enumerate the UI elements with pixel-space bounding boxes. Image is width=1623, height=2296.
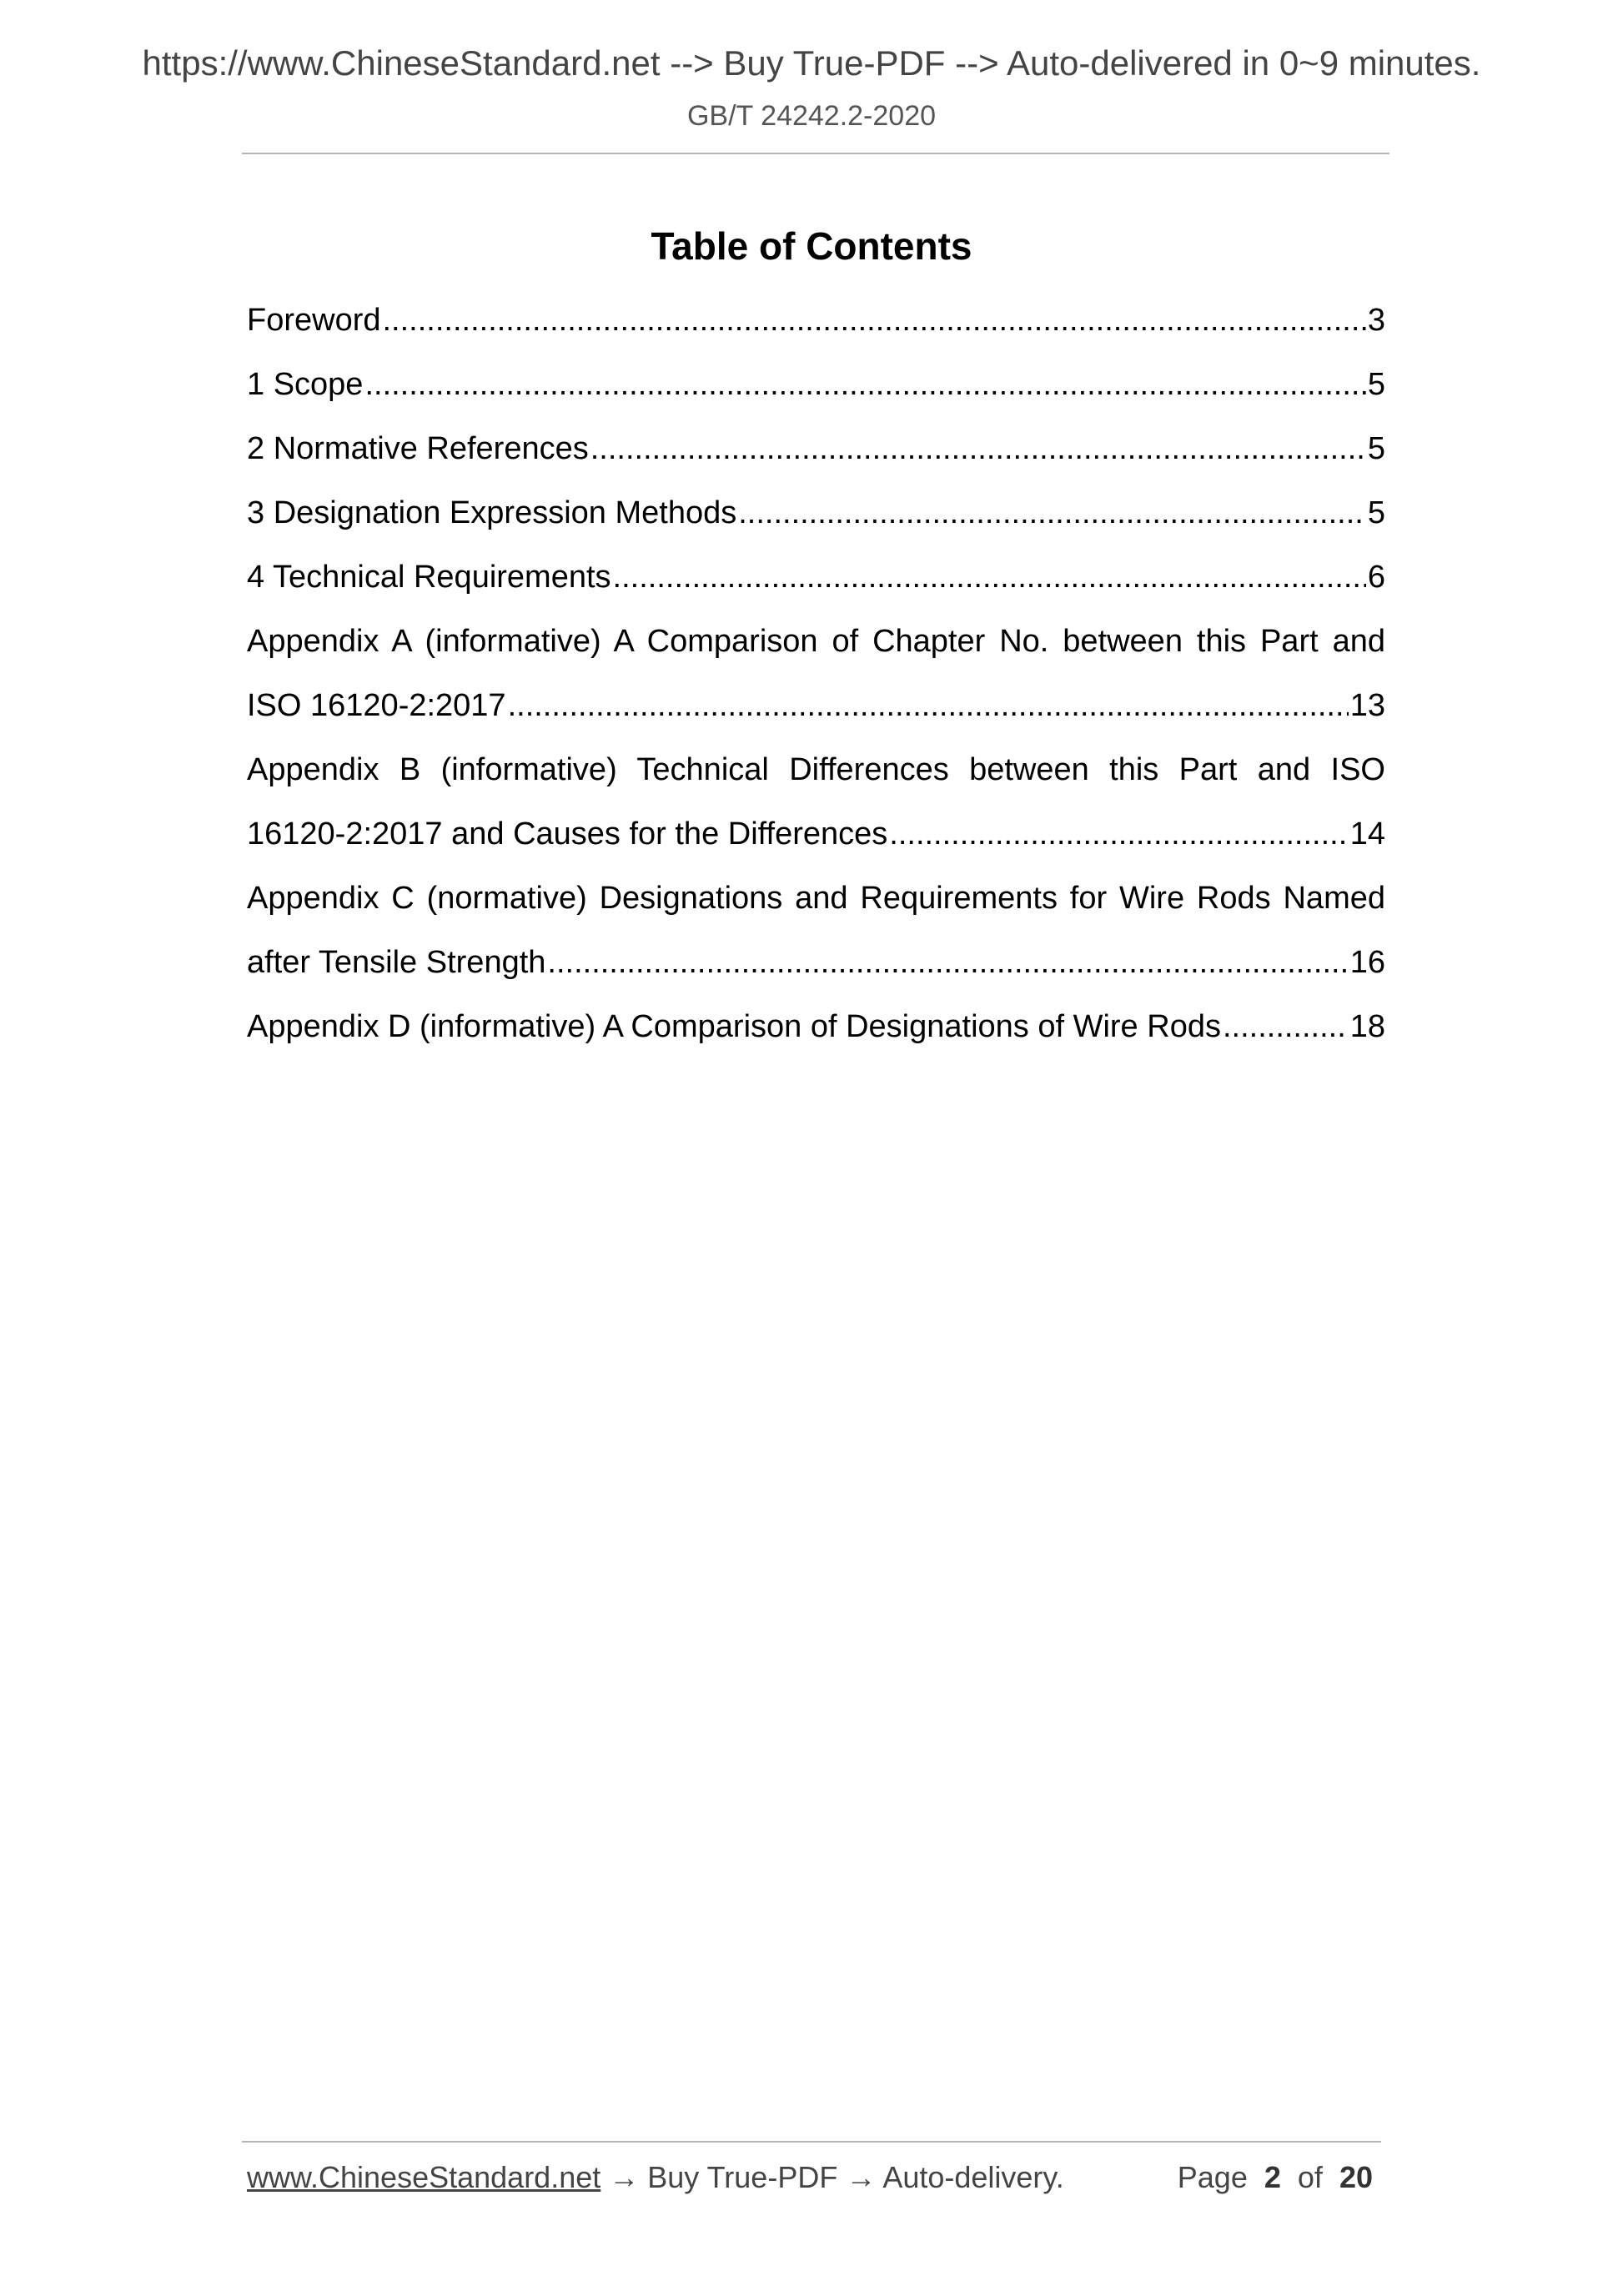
page-of: of xyxy=(1297,2160,1323,2194)
toc-leader-dots xyxy=(1223,995,1349,1059)
toc-leader-dots xyxy=(508,674,1349,738)
page-indicator xyxy=(1178,2160,1373,2195)
page-total: 20 xyxy=(1339,2160,1373,2194)
toc-entry-text: after Tensile Strength xyxy=(247,945,546,980)
toc-entry-appendix-a[interactable] xyxy=(247,610,1385,738)
toc-entry-text: 2 Normative References xyxy=(247,431,589,466)
page-label: Page xyxy=(1177,2160,1248,2194)
toc-page-number: 14 xyxy=(1349,816,1385,852)
document-code: GB/T 24242.2-2020 xyxy=(686,100,937,132)
toc-leader-dots xyxy=(383,289,1366,353)
toc-page-number: 6 xyxy=(1367,560,1385,595)
toc-entry-appendix-c[interactable] xyxy=(247,867,1385,995)
toc-entry-normative-references[interactable] xyxy=(247,417,1385,481)
toc-page-number: 5 xyxy=(1367,367,1385,402)
toc-entry-text-line1: Appendix B (informative) Technical Differences between this Part and ISO xyxy=(247,752,1385,787)
toc-entry-text: ISO 16120-2:2017 xyxy=(247,688,506,723)
toc-entry-scope[interactable] xyxy=(247,353,1385,417)
footer-divider xyxy=(242,2141,1381,2143)
toc-leader-dots xyxy=(738,481,1366,545)
toc-entry-text: 16120-2:2017 and Causes for the Differences xyxy=(247,816,888,852)
toc-entry-text: 3 Designation Expression Methods xyxy=(247,495,737,530)
toc-entry-text-line1: Appendix A (informative) A Comparison of Chapter No. between this Part and xyxy=(247,624,1385,659)
toc-entry-text: Foreword xyxy=(247,303,381,338)
page-footer xyxy=(247,2160,1381,2195)
toc-page-number: 18 xyxy=(1349,1009,1385,1044)
footer-tagline: → Buy True-PDF → Auto-delivery. xyxy=(600,2160,1064,2194)
toc-leader-dots xyxy=(613,545,1366,610)
toc-entry-appendix-d[interactable] xyxy=(247,995,1385,1059)
toc-leader-dots xyxy=(364,353,1365,417)
toc-entry-text: 4 Technical Requirements xyxy=(247,560,611,595)
toc-page-number: 5 xyxy=(1367,495,1385,530)
toc-title: Table of Contents xyxy=(651,224,972,268)
toc-entry-foreword[interactable] xyxy=(247,289,1385,353)
toc-entry-appendix-b[interactable] xyxy=(247,738,1385,867)
toc-leader-dots xyxy=(889,802,1348,867)
toc-entry-technical-requirements[interactable] xyxy=(247,545,1385,610)
toc-entry-designation-expression-methods[interactable] xyxy=(247,481,1385,545)
toc-page-number: 3 xyxy=(1367,303,1385,338)
toc-page-number: 13 xyxy=(1349,688,1385,723)
page-current: 2 xyxy=(1264,2160,1281,2194)
toc-entry-text: 1 Scope xyxy=(247,367,364,402)
toc-leader-dots xyxy=(547,931,1348,995)
toc-page-number: 16 xyxy=(1349,945,1385,980)
footer-site-link[interactable]: www.ChineseStandard.net xyxy=(247,2160,601,2194)
toc-entry-text-line1: Appendix C (normative) Designations and Requirements for Wire Rods Named xyxy=(247,881,1385,916)
top-banner: https://www.ChineseStandard.net --> Buy True-PDF --> Auto-delivered in 0~9 minutes. xyxy=(142,43,1481,83)
toc-entry-text: Appendix D (informative) A Comparison of Designations of Wire Rods xyxy=(247,1009,1221,1044)
toc-page-number: 5 xyxy=(1367,431,1385,466)
table-of-contents xyxy=(247,289,1385,1059)
toc-leader-dots xyxy=(590,417,1366,481)
header-divider xyxy=(242,153,1389,154)
